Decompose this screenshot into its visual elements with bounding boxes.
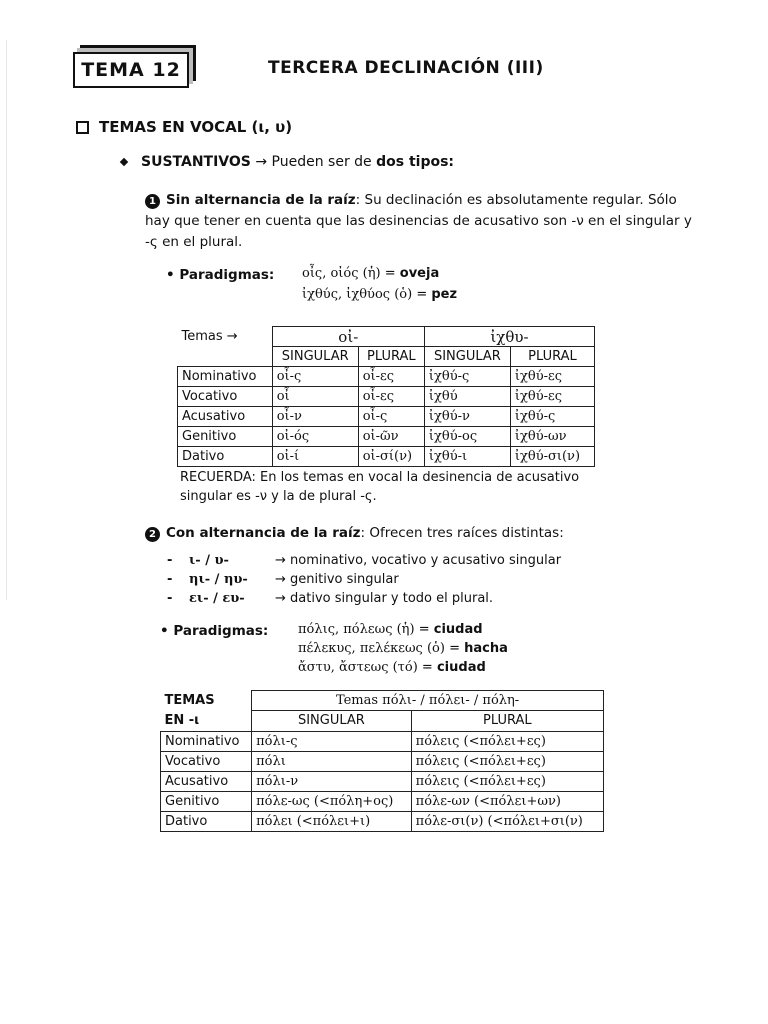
paradigm-meaning: ciudad xyxy=(436,660,486,675)
form-cell: οἶ-ες xyxy=(358,387,424,407)
form-cell: πόλε-ως (<πόλη+ος) xyxy=(252,791,412,811)
type2-declension-table xyxy=(160,690,604,832)
temas-label-cell xyxy=(178,327,273,347)
form-cell: ἰχθύ-ος xyxy=(424,427,510,447)
alternation-item xyxy=(167,572,399,587)
case-label: Acusativo xyxy=(178,407,273,427)
sustantivos-label: SUSTANTIVOS xyxy=(141,154,251,170)
table-row xyxy=(178,367,595,387)
type2-paradigm-row xyxy=(298,660,486,675)
form-cell: πόλει (<πόλει+ι) xyxy=(252,811,412,831)
paradigm-eq: = xyxy=(418,622,430,637)
circled-number-icon: 1 xyxy=(145,194,160,209)
arrow-icon: → xyxy=(255,154,268,170)
type1-paradigm-row xyxy=(302,287,457,302)
arrow-icon: → xyxy=(275,572,286,587)
empty-cell xyxy=(178,347,273,367)
form-cell: ἰχθύ-σι(ν) xyxy=(510,447,594,467)
square-bullet-icon xyxy=(76,121,89,134)
tema-label: TEMA 12 xyxy=(81,59,181,81)
type2-paragraph xyxy=(145,523,705,544)
paradigm-eq: = xyxy=(449,641,460,656)
type1-paragraph xyxy=(145,190,705,253)
alternation-text: dativo singular y todo el plural. xyxy=(290,591,494,606)
form-cell: πόλεις (<πόλει+ες) xyxy=(411,771,603,791)
case-label: Nominativo xyxy=(161,731,252,751)
circled-number-icon: 2 xyxy=(145,527,160,542)
diamond-bullet-icon xyxy=(120,158,128,166)
case-label: Genitivo xyxy=(161,791,252,811)
type2-paradigm-row xyxy=(298,641,508,656)
form-cell: πόλεις (<πόλει+ες) xyxy=(411,731,603,751)
type1-declension-table xyxy=(177,326,595,467)
table-row xyxy=(161,771,604,791)
form-cell: ἰχθύ-ς xyxy=(510,407,594,427)
paradigm-eq: = xyxy=(416,287,428,302)
form-cell: ἰχθύ-ι xyxy=(424,447,510,467)
paradigm-eq: = xyxy=(421,660,433,675)
form-cell: οἰ-ῶν xyxy=(358,427,424,447)
corner-line: TEMAS xyxy=(164,692,215,708)
form-cell: πόλεις (<πόλει+ες) xyxy=(411,751,603,771)
sustantivos-line xyxy=(121,154,454,170)
form-cell: πόλε-ων (<πόλει+ων) xyxy=(411,791,603,811)
alternation-text: genitivo singular xyxy=(290,572,399,587)
dash: - xyxy=(167,553,173,568)
corner-label xyxy=(161,691,252,732)
table-row xyxy=(178,387,595,407)
page-edge xyxy=(6,40,7,600)
form-cell: ἰχθύ-ν xyxy=(424,407,510,427)
table-row xyxy=(161,731,604,751)
type2-desc: : Ofrecen tres raíces distintas: xyxy=(360,525,564,541)
form-cell: ἰχθύ-ες xyxy=(510,387,594,407)
arrow-icon: → xyxy=(275,591,286,606)
number-header: PLURAL xyxy=(411,711,603,731)
paradigm-meaning: hacha xyxy=(464,641,508,656)
section-title: TEMAS EN VOCAL (ι, υ) xyxy=(99,118,293,136)
type1-title: Sin alternancia de la raíz xyxy=(166,192,356,208)
table-row xyxy=(178,427,595,447)
case-label: Vocativo xyxy=(161,751,252,771)
dash: - xyxy=(167,591,173,606)
sustantivos-text: Pueden ser de xyxy=(271,154,372,170)
tema-badge xyxy=(73,52,189,88)
form-cell: πόλι xyxy=(252,751,412,771)
paradigm-greek: ἰχθύς, ἰχθύος (ὁ) xyxy=(302,287,413,302)
paradigm-meaning: oveja xyxy=(399,266,440,281)
form-cell: οἶ-ς xyxy=(358,407,424,427)
paradigm-meaning: pez xyxy=(431,287,458,302)
paradigm-meaning: ciudad xyxy=(433,622,483,637)
alternation-stems: ηι- / ηυ- xyxy=(189,572,248,587)
type1-desc: : Su declinación es absolutamente regular. Sólo hay que tener en cuenta que las desinencias de acusativo son -ν en el singular y -ς en el plural. xyxy=(145,192,692,250)
form-cell: ἰχθύ-ων xyxy=(510,427,594,447)
paradigm-eq: = xyxy=(384,266,396,281)
form-cell: ἰχθύ-ες xyxy=(510,367,594,387)
number-header: SINGULAR xyxy=(252,711,412,731)
case-label: Nominativo xyxy=(178,367,273,387)
form-cell: οἰ-ός xyxy=(272,427,358,447)
form-cell: οἶ-ες xyxy=(358,367,424,387)
type2-paradigms-label: • Paradigmas: xyxy=(160,623,269,639)
alternation-item xyxy=(167,553,561,568)
form-cell: πόλι-ς xyxy=(252,731,412,751)
type2-title: Con alternancia de la raíz xyxy=(166,525,361,541)
table-row xyxy=(161,811,604,831)
paradigm-greek: πόλις, πόλεως (ἡ) xyxy=(298,622,415,637)
form-cell: πόλι-ν xyxy=(252,771,412,791)
form-cell: ἰχθύ xyxy=(424,387,510,407)
table-row xyxy=(161,791,604,811)
form-cell: ἰχθύ-ς xyxy=(424,367,510,387)
form-cell: οἰ-ί xyxy=(272,447,358,467)
number-header: SINGULAR xyxy=(272,347,358,367)
number-header: PLURAL xyxy=(358,347,424,367)
temas-label: Temas xyxy=(181,329,223,344)
alternation-item xyxy=(167,591,493,606)
section-heading xyxy=(76,118,292,136)
arrow-icon: → xyxy=(226,329,238,344)
number-header: SINGULAR xyxy=(424,347,510,367)
case-label: Genitivo xyxy=(178,427,273,447)
table-row xyxy=(178,407,595,427)
alternation-stems: ι- / υ- xyxy=(189,553,229,568)
form-cell: οἰ-σί(ν) xyxy=(358,447,424,467)
page-title: TERCERA DECLINACIÓN (III) xyxy=(268,58,544,78)
sustantivos-bold: dos tipos: xyxy=(376,154,455,170)
table-row xyxy=(161,751,604,771)
stems-header: Temas πόλι- / πόλει- / πόλη- xyxy=(252,691,604,711)
type1-paradigms-label: • Paradigmas: xyxy=(166,267,275,283)
form-cell: πόλε-σι(ν) (<πόλει+σι(ν) xyxy=(411,811,603,831)
remember-note: RECUERDA: En los temas en vocal la desinencia de acusativo singular es -ν y la de plural -ς. xyxy=(180,470,580,504)
case-label: Vocativo xyxy=(178,387,273,407)
case-label: Dativo xyxy=(178,447,273,467)
corner-line: EN -ι xyxy=(164,712,200,728)
form-cell: οἶ-ν xyxy=(272,407,358,427)
paradigm-greek: πέλεκυς, πελέκεως (ὁ) xyxy=(298,641,445,656)
stem-header: ἰχθυ- xyxy=(424,327,594,347)
type2-paradigm-row xyxy=(298,622,483,637)
case-label: Dativo xyxy=(161,811,252,831)
paradigm-greek: ἄστυ, ἄστεως (τό) xyxy=(298,660,418,675)
dash: - xyxy=(167,572,173,587)
alternation-text: nominativo, vocativo y acusativo singular xyxy=(290,553,562,568)
case-label: Acusativo xyxy=(161,771,252,791)
type1-paradigm-row xyxy=(302,266,439,281)
paradigm-greek: οἶς, οἰός (ἡ) xyxy=(302,266,381,281)
stem-header: οἰ- xyxy=(272,327,424,347)
number-header: PLURAL xyxy=(510,347,594,367)
form-cell: οἶ-ς xyxy=(272,367,358,387)
table-row xyxy=(178,447,595,467)
form-cell: οἶ xyxy=(272,387,358,407)
alternation-stems: ει- / ευ- xyxy=(189,591,245,606)
arrow-icon: → xyxy=(275,553,286,568)
